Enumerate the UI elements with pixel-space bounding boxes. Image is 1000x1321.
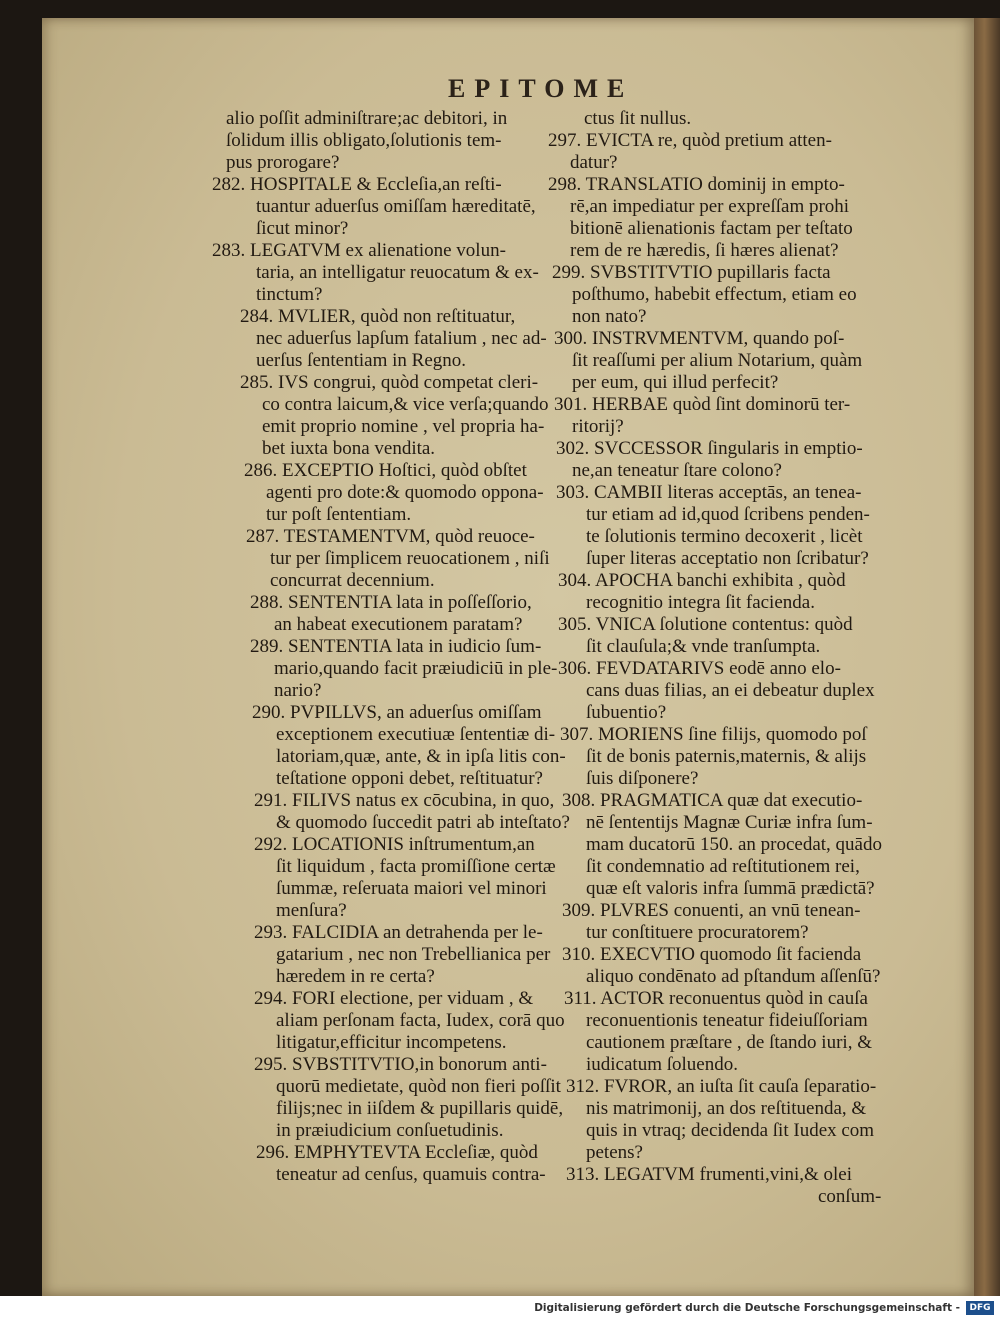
text-line: 285. IVS congrui, quòd competat cleri- [240,372,539,393]
text-line: datur? [570,152,618,173]
text-line: 289. SENTENTIA lata in iudicio ſum- [250,636,542,657]
text-line: 305. VNICA ſolutione contentus: quòd [558,614,853,635]
text-line: & quomodo ſuccedit patri ab inteſtato? [276,812,570,833]
text-line: ſuis diſponere? [586,768,699,789]
text-line: concurrat decennium. [270,570,435,591]
text-line: 292. LOCATIONIS inſtrumentum,an [254,834,535,855]
left-column [196,108,570,1186]
text-line: litigatur,efficitur incompetens. [276,1032,507,1053]
text-line: alio poſſit adminiſtrare;ac debitori, in [226,108,508,129]
text-line: teneatur ad cenſus, quamuis contra- [276,1164,546,1185]
text-line: hæredem in re certa? [276,966,435,987]
text-line: rē,an impediatur per expreſſam prohi [570,196,850,217]
text-line: 288. SENTENTIA lata in poſſeſſorio, [250,592,532,613]
text-line: 311. ACTOR reconuentus quòd in cauſa [564,988,868,1009]
text-line: quis in vtraq; decidenda ſit Iudex com [586,1120,875,1141]
text-line: nē ſententijs Magnæ Curiæ infra ſum- [586,812,873,833]
text-line: aliquo condēnato ad pſtandum aſſenſū? [586,966,881,987]
text-line: 287. TESTAMENTVM, quòd reuoce- [246,526,535,547]
text-line: filijs;nec in iiſdem & pupillaris quidē, [276,1098,564,1119]
text-line: cans duas filias, an ei debeatur duplex [586,680,875,701]
text-line: 307. MORIENS ſine filijs, quomodo poſ [560,724,867,745]
text-line: tur etiam ad id,quod ſcribens penden- [586,504,870,525]
text-line: 297. EVICTA re, quòd pretium atten- [548,130,832,151]
text-line: non nato? [572,306,647,327]
text-line: teſtatione opponi debet, reſtituatur? [276,768,543,789]
text-line: 296. EMPHYTEVTA Eccleſiæ, quòd [256,1142,538,1163]
text-line: ſit condemnatio ad reſtitutionem rei, [586,856,860,877]
text-line: 303. CAMBII literas acceptās, an tenea- [556,482,862,503]
text-line: exceptionem executiuæ ſententiæ di- [276,724,556,745]
text-line: 306. FEVDATARIVS eodē anno elo- [558,658,841,679]
text-line: ſit de bonis paternis,maternis, & alijs [586,746,867,767]
text-line: tur poſt ſententiam. [266,504,412,525]
text-line: 300. INSTRVMENTVM, quando poſ- [554,328,845,349]
text-line: recognitio integra ſit facienda. [586,592,815,613]
text-line: latoriam,quæ, ante, & in ipſa litis con- [276,746,566,767]
text-line: cautionem præſtare , de ſtando iuri, & [586,1032,872,1053]
text-line: tur conſtituere procuratorem? [586,922,809,943]
text-line: taria, an intelligatur reuocatum & ex- [256,262,539,283]
text-line: 308. PRAGMATICA quæ dat executio- [562,790,863,811]
text-line: 283. LEGATVM ex alienatione volun- [212,240,506,261]
text-line: mario,quando facit præiudiciū in ple- [274,658,558,679]
text-line: 310. EXECVTIO quomodo ſit facienda [562,944,862,965]
digitization-footer [0,1296,1000,1321]
text-line: nec aduerſus lapſum fatalium , nec ad- [256,328,547,349]
text-line: petens? [586,1142,643,1163]
text-line: ctus ſit nullus. [584,108,692,129]
footer-credit: Digitalisierung gefördert durch die Deutsche Forschungsgemeinschaft - [534,1302,960,1314]
text-line: 295. SVBSTITVTIO,in bonorum anti- [254,1054,547,1075]
text-line: 291. FILIVS natus ex cōcubina, in quo, [254,790,555,811]
text-line: 312. FVROR, an iuſta ſit cauſa ſeparatio- [566,1076,877,1097]
text-line: 294. FORI electione, per viduam , & [254,988,534,1009]
dfg-logo: DFG [966,1301,994,1315]
text-line: 293. FALCIDIA an detrahenda per le- [254,922,543,943]
text-line: poſthumo, habebit effectum, etiam eo [572,284,857,305]
text-line: ſit liquidum , facta promiſſione certæ [276,856,556,877]
text-line: ſolidum illis obligato,ſolutionis tem- [226,130,502,151]
text-line: tur per ſimplicem reuocationem , niſi [270,548,550,569]
text-line: gatarium , nec non Trebellianica per [276,944,551,965]
text-line: pus prorogare? [226,152,340,173]
text-line: 301. HERBAE quòd ſint dominorū ter- [554,394,851,415]
text-line: 302. SVCCESSOR ſingularis in emptio- [556,438,863,459]
text-line: ſubuentio? [586,702,667,723]
text-line: per eum, qui illud perfecit? [572,372,779,393]
text-line: nis matrimonij, an dos reſtituenda, & [586,1098,867,1119]
text-line: emit proprio nomine , vel propria ha- [262,416,545,437]
text-line: 313. LEGATVM frumenti,vini,& olei [566,1164,853,1185]
text-line: 282. HOSPITALE & Eccleſia,an reſti- [212,174,502,195]
text-line: ne,an teneatur ſtare colono? [572,460,782,481]
text-line: quorū medietate, quòd non fieri poſſit [276,1076,561,1097]
text-line: quæ eſt valoris infra ſummā prædictā? [586,878,875,899]
text-line: menſura? [276,900,347,921]
running-header: EPITOME [448,74,634,103]
text-line: ritorij? [572,416,624,437]
text-line: bet iuxta bona vendita. [262,438,436,459]
text-line: bitionē alienationis factam per teſtato [570,218,853,239]
text-line: 298. TRANSLATIO dominij in empto- [548,174,845,195]
text-line: 309. PLVRES conuenti, an vnū tenean- [562,900,861,921]
text-line: conſum- [818,1186,882,1207]
text-line: 299. SVBSTITVTIO pupillaris facta [552,262,831,283]
text-line: co contra laicum,& vice verſa;quando [262,394,549,415]
text-line: rem de re hæredis, ſi hæres alienat? [570,240,839,261]
text-line: te ſolutionis termino decoxerit , licèt [586,526,863,547]
text-line: tuantur aduerſus omiſſam hæreditatē, [256,196,536,217]
text-line: iudicatum ſoluendo. [586,1054,738,1075]
text-line: ſuper literas acceptatio non ſcribatur? [586,548,869,569]
text-line: 290. PVPILLVS, an aduerſus omiſſam [252,702,542,723]
right-column [548,108,908,1208]
text-line: 286. EXCEPTIO Hoſtici, quòd obſtet [244,460,527,481]
text-line: an habeat executionem paratam? [274,614,523,635]
text-line: 284. MVLIER, quòd non reſtituatur, [240,306,516,327]
text-line: tinctum? [256,284,323,305]
text-line: ſit reaſſumi per alium Notarium, quàm [572,350,863,371]
text-line: mam ducatorū 150. an procedat, quādo [586,834,882,855]
text-line: uerſus ſententiam in Regno. [256,350,467,371]
text-line: nario? [274,680,322,701]
book-edge [974,18,1000,1296]
text-line: reconuentionis teneatur fideiuſſoriam [586,1010,868,1031]
text-line: ſicut minor? [256,218,349,239]
text-line: 304. APOCHA banchi exhibita , quòd [558,570,846,591]
text-line: ſummæ, reſeruata maiori vel minori [276,878,547,899]
text-line: ſit clauſula;& vnde tranſumpta. [586,636,821,657]
text-line: aliam perſonam facta, Iudex, corā quo [276,1010,565,1031]
text-line: agenti pro dote:& quomodo oppona- [266,482,544,503]
text-line: in præiudicium conſuetudinis. [276,1120,504,1141]
